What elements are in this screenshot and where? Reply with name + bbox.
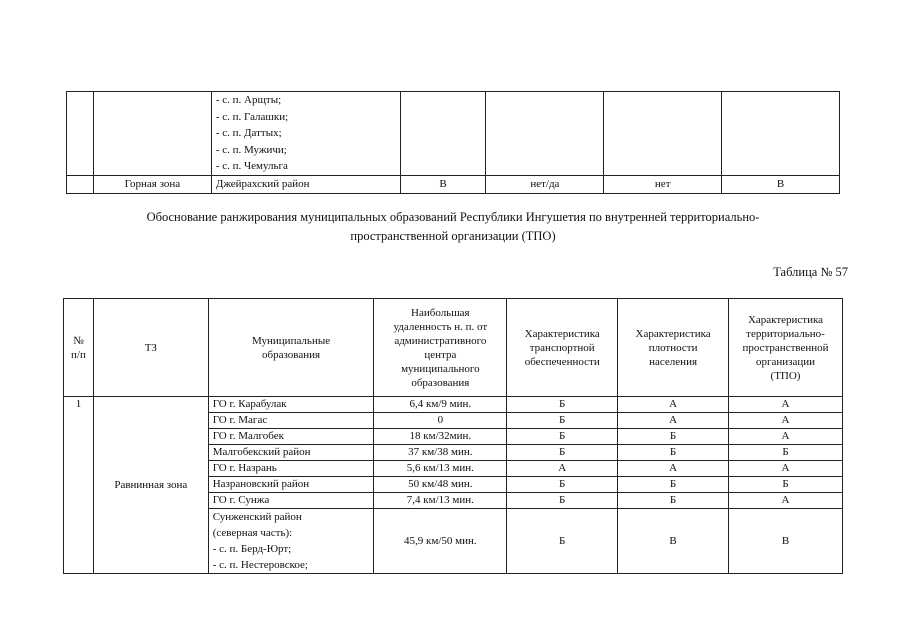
tpo-cell: В [729, 509, 843, 574]
table-row [67, 92, 840, 176]
tpo-cell: А [729, 413, 843, 429]
caption-line: пространственной организации (ТПО) [350, 229, 556, 243]
municipality-cell: ГО г. Магас [208, 413, 374, 429]
tpo-cell: А [729, 461, 843, 477]
header-tpo: Характеристика территориально- пространственной организации (ТПО) [729, 299, 843, 397]
tpo-cell: Б [729, 445, 843, 461]
density-cell: Б [618, 429, 729, 445]
header-tz: ТЗ [93, 299, 208, 397]
list-item: (северная часть): [212, 527, 293, 539]
value-cell: В [722, 175, 840, 193]
zone-cell: Равнинная зона [93, 397, 208, 574]
distance-cell: 18 км/32мин. [374, 429, 507, 445]
transport-cell: Б [507, 493, 618, 509]
table-caption [66, 208, 840, 246]
list-item: - с. п. Нестеровское; [212, 559, 308, 571]
tpo-cell: Б [729, 477, 843, 493]
municipality-cell: ГО г. Назрань [208, 461, 374, 477]
density-cell: Б [618, 477, 729, 493]
density-cell: Б [618, 493, 729, 509]
list-item: - с. п. Чемульга [215, 160, 288, 173]
header-num: № п/п [64, 299, 94, 397]
zone-cell: Горная зона [93, 175, 211, 193]
caption-line: Обоснование ранжирования муниципальных образований Республики Ингушетия по внутренней территориально- [146, 210, 760, 224]
municipality-cell: ГО г. Карабулак [208, 397, 374, 413]
row-number: 1 [64, 397, 94, 574]
transport-cell: Б [507, 413, 618, 429]
municipality-cell: Джейрахский район [211, 175, 400, 193]
list-item: - с. п. Арщты; [215, 94, 282, 106]
distance-cell: 37 км/38 мин. [374, 445, 507, 461]
value-cell: В [400, 175, 486, 193]
header-density: Характеристика плотности населения [618, 299, 729, 397]
table-number: Таблица № 57 [773, 265, 848, 279]
value-cell: нет/да [486, 175, 604, 193]
settlement-list [211, 92, 400, 176]
municipality-cell: ГО г. Сунжа [208, 493, 374, 509]
municipality-cell: Малгобекский район [208, 445, 374, 461]
header-distance: Наибольшая удаленность н. п. от административного центра муниципального образования [374, 299, 507, 397]
value-cell: нет [604, 175, 722, 193]
continued-table [66, 91, 840, 194]
header-municipalities: Муниципальные образования [208, 299, 374, 397]
transport-cell: Б [507, 477, 618, 493]
density-cell: А [618, 461, 729, 477]
municipality-cell [208, 509, 374, 574]
distance-cell: 6,4 км/9 мин. [374, 397, 507, 413]
list-item: - с. п. Галашки; [215, 110, 289, 123]
municipality-cell: Назрановский район [208, 477, 374, 493]
tpo-cell: А [729, 397, 843, 413]
list-item: - с. п. Мужичи; [215, 143, 287, 156]
table-header-row [64, 299, 843, 397]
municipality-cell: ГО г. Малгобек [208, 429, 374, 445]
list-item: - с. п. Берд-Юрт; [212, 543, 292, 555]
transport-cell: Б [507, 429, 618, 445]
density-cell: Б [618, 445, 729, 461]
transport-cell: Б [507, 397, 618, 413]
header-transport: Характеристика транспортной обеспеченности [507, 299, 618, 397]
distance-cell: 45,9 км/50 мин. [374, 509, 507, 574]
distance-cell: 7,4 км/13 мин. [374, 493, 507, 509]
ranking-table [63, 298, 843, 574]
list-item: - с. п. Даттых; [215, 127, 282, 140]
table-row [64, 397, 843, 413]
transport-cell: Б [507, 509, 618, 574]
distance-cell: 5,6 км/13 мин. [374, 461, 507, 477]
transport-cell: Б [507, 445, 618, 461]
distance-cell: 0 [374, 413, 507, 429]
tpo-cell: А [729, 493, 843, 509]
list-item: Сунженский район [212, 511, 302, 523]
tpo-cell: А [729, 429, 843, 445]
table-row [67, 175, 840, 193]
density-cell: В [618, 509, 729, 574]
transport-cell: А [507, 461, 618, 477]
density-cell: А [618, 413, 729, 429]
distance-cell: 50 км/48 мин. [374, 477, 507, 493]
density-cell: А [618, 397, 729, 413]
